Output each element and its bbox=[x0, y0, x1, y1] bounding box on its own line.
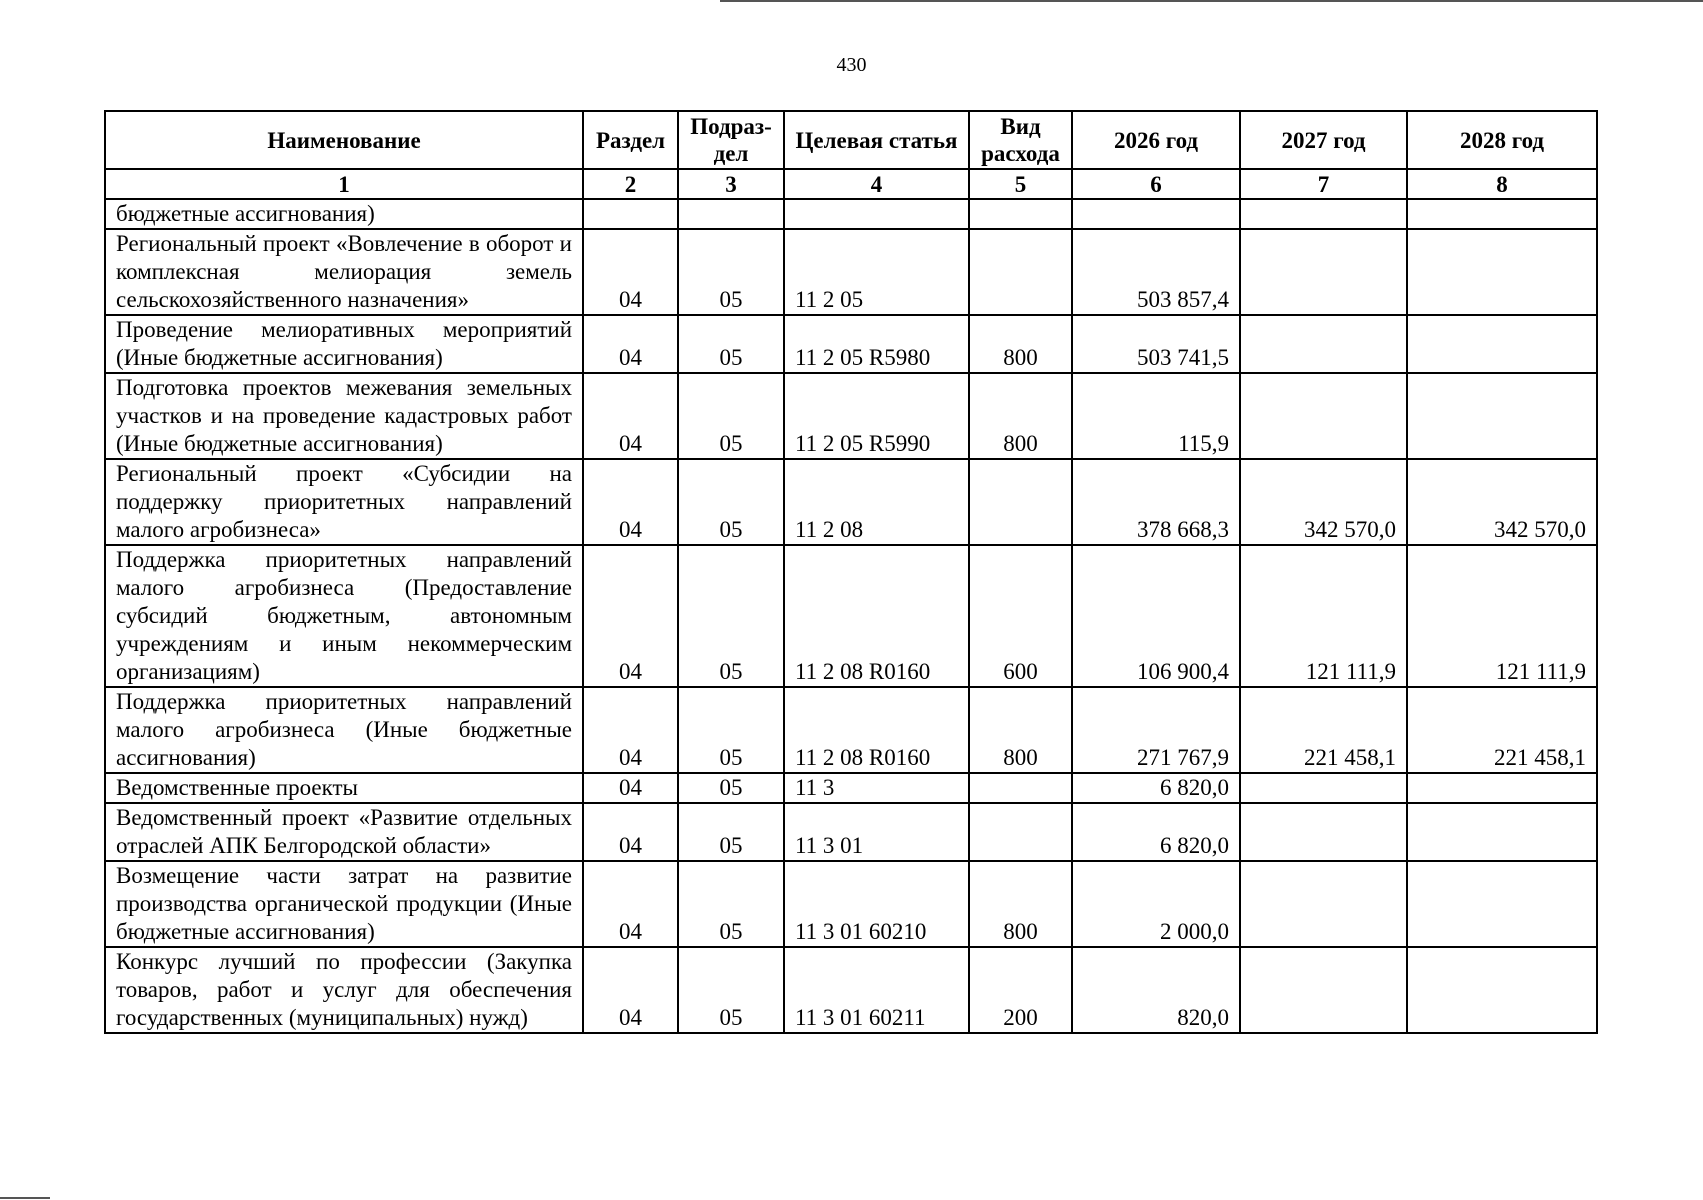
table-row bbox=[105, 861, 1597, 947]
cell-2027: 221 458,1 bbox=[1240, 687, 1407, 773]
cell-statya: 11 3 01 60211 bbox=[784, 947, 969, 1033]
table-row bbox=[105, 229, 1597, 315]
cell-vid bbox=[969, 199, 1072, 229]
cell-statya: 11 2 08 bbox=[784, 459, 969, 545]
cell-podrazdel: 05 bbox=[678, 229, 784, 315]
cell-statya: 11 2 05 bbox=[784, 229, 969, 315]
cell-razdel: 04 bbox=[583, 373, 678, 459]
cell-2028: 221 458,1 bbox=[1407, 687, 1597, 773]
cell-razdel: 04 bbox=[583, 773, 678, 803]
cell-2026: 6 820,0 bbox=[1072, 803, 1240, 861]
column-header-2026: 2026 год bbox=[1072, 111, 1240, 169]
cell-razdel: 04 bbox=[583, 947, 678, 1033]
column-number: 1 bbox=[105, 169, 583, 199]
cell-name: Подготовка проектов межевания земельных участков и на проведение кадастровых работ (Иные бюджетные ассигнования) bbox=[105, 373, 583, 459]
cell-vid bbox=[969, 459, 1072, 545]
cell-2027 bbox=[1240, 315, 1407, 373]
cell-name: Региональный проект «Вовлечение в оборот и комплексная мелиорация земель сельскохозяйственного назначения» bbox=[105, 229, 583, 315]
cell-2026: 271 767,9 bbox=[1072, 687, 1240, 773]
cell-podrazdel: 05 bbox=[678, 545, 784, 687]
cell-podrazdel bbox=[678, 199, 784, 229]
cell-2027 bbox=[1240, 229, 1407, 315]
cell-podrazdel: 05 bbox=[678, 947, 784, 1033]
cell-statya bbox=[784, 199, 969, 229]
cell-razdel: 04 bbox=[583, 315, 678, 373]
cell-name: Поддержка приоритетных направлений малого агробизнеса (Предоставление субсидий бюджетным, автономным учреждениям и иным некоммерческим организациям) bbox=[105, 545, 583, 687]
cell-vid: 200 bbox=[969, 947, 1072, 1033]
cell-2027: 342 570,0 bbox=[1240, 459, 1407, 545]
cell-vid bbox=[969, 803, 1072, 861]
cell-razdel: 04 bbox=[583, 229, 678, 315]
column-number: 5 bbox=[969, 169, 1072, 199]
cell-2026: 2 000,0 bbox=[1072, 861, 1240, 947]
cell-name: Ведомственные проекты bbox=[105, 773, 583, 803]
cell-name: Региональный проект «Субсидии на поддержку приоритетных направлений малого агробизнеса» bbox=[105, 459, 583, 545]
column-number: 6 bbox=[1072, 169, 1240, 199]
column-number: 8 bbox=[1407, 169, 1597, 199]
table-row bbox=[105, 687, 1597, 773]
cell-2027 bbox=[1240, 947, 1407, 1033]
cell-vid: 800 bbox=[969, 687, 1072, 773]
cell-2027 bbox=[1240, 861, 1407, 947]
cell-name: бюджетные ассигнования) bbox=[105, 199, 583, 229]
cell-name: Поддержка приоритетных направлений малого агробизнеса (Иные бюджетные ассигнования) bbox=[105, 687, 583, 773]
column-number: 3 bbox=[678, 169, 784, 199]
budget-table bbox=[104, 110, 1598, 1034]
cell-2028 bbox=[1407, 199, 1597, 229]
cell-2028 bbox=[1407, 947, 1597, 1033]
cell-2026: 6 820,0 bbox=[1072, 773, 1240, 803]
cell-2026: 378 668,3 bbox=[1072, 459, 1240, 545]
cell-2028 bbox=[1407, 803, 1597, 861]
page-number: 430 bbox=[836, 54, 867, 76]
cell-2026 bbox=[1072, 199, 1240, 229]
cell-razdel: 04 bbox=[583, 687, 678, 773]
cell-vid bbox=[969, 229, 1072, 315]
cell-podrazdel: 05 bbox=[678, 315, 784, 373]
cell-razdel: 04 bbox=[583, 545, 678, 687]
column-number: 7 bbox=[1240, 169, 1407, 199]
cell-2026: 503 741,5 bbox=[1072, 315, 1240, 373]
cell-vid bbox=[969, 773, 1072, 803]
cell-statya: 11 2 05 R5980 bbox=[784, 315, 969, 373]
cell-name: Проведение мелиоративных мероприятий (Иные бюджетные ассигнования) bbox=[105, 315, 583, 373]
table-row bbox=[105, 773, 1597, 803]
cell-2027 bbox=[1240, 773, 1407, 803]
scan-edge-line bbox=[720, 0, 1703, 2]
table-row bbox=[105, 373, 1597, 459]
cell-podrazdel: 05 bbox=[678, 373, 784, 459]
table-row bbox=[105, 803, 1597, 861]
table-row bbox=[105, 459, 1597, 545]
cell-2028: 342 570,0 bbox=[1407, 459, 1597, 545]
cell-name: Возмещение части затрат на развитие производства органической продукции (Иные бюджетные ассигнования) bbox=[105, 861, 583, 947]
cell-podrazdel: 05 bbox=[678, 773, 784, 803]
column-number: 4 bbox=[784, 169, 969, 199]
cell-2027 bbox=[1240, 199, 1407, 229]
cell-2028 bbox=[1407, 773, 1597, 803]
cell-2026: 820,0 bbox=[1072, 947, 1240, 1033]
cell-statya: 11 3 01 60210 bbox=[784, 861, 969, 947]
cell-2027 bbox=[1240, 803, 1407, 861]
column-header-2027: 2027 год bbox=[1240, 111, 1407, 169]
cell-2027: 121 111,9 bbox=[1240, 545, 1407, 687]
header-row bbox=[105, 111, 1597, 169]
table-row bbox=[105, 315, 1597, 373]
cell-2028 bbox=[1407, 373, 1597, 459]
cell-razdel bbox=[583, 199, 678, 229]
column-header-2028: 2028 год bbox=[1407, 111, 1597, 169]
cell-razdel: 04 bbox=[583, 803, 678, 861]
column-header-vid: Вид расхода bbox=[969, 111, 1072, 169]
cell-2028 bbox=[1407, 315, 1597, 373]
cell-2027 bbox=[1240, 373, 1407, 459]
cell-2028 bbox=[1407, 229, 1597, 315]
cell-name: Конкурс лучший по профессии (Закупка товаров, работ и услуг для обеспечения государственных (муниципальных) нужд) bbox=[105, 947, 583, 1033]
column-header-razdel: Раздел bbox=[583, 111, 678, 169]
cell-statya: 11 2 05 R5990 bbox=[784, 373, 969, 459]
cell-statya: 11 2 08 R0160 bbox=[784, 545, 969, 687]
cell-2026: 115,9 bbox=[1072, 373, 1240, 459]
cell-podrazdel: 05 bbox=[678, 861, 784, 947]
cell-razdel: 04 bbox=[583, 861, 678, 947]
column-number: 2 bbox=[583, 169, 678, 199]
cell-2026: 106 900,4 bbox=[1072, 545, 1240, 687]
cell-2026: 503 857,4 bbox=[1072, 229, 1240, 315]
cell-vid: 600 bbox=[969, 545, 1072, 687]
cell-podrazdel: 05 bbox=[678, 459, 784, 545]
table-row bbox=[105, 199, 1597, 229]
cell-2028 bbox=[1407, 861, 1597, 947]
cell-vid: 800 bbox=[969, 861, 1072, 947]
cell-razdel: 04 bbox=[583, 459, 678, 545]
column-header-name: Наименование bbox=[105, 111, 583, 169]
cell-statya: 11 2 08 R0160 bbox=[784, 687, 969, 773]
cell-2028: 121 111,9 bbox=[1407, 545, 1597, 687]
column-header-statya: Целевая статья bbox=[784, 111, 969, 169]
table-row bbox=[105, 545, 1597, 687]
cell-vid: 800 bbox=[969, 373, 1072, 459]
column-header-podrazdel: Подраз-дел bbox=[678, 111, 784, 169]
cell-name: Ведомственный проект «Развитие отдельных отраслей АПК Белгородской области» bbox=[105, 803, 583, 861]
column-number-row bbox=[105, 169, 1597, 199]
cell-podrazdel: 05 bbox=[678, 803, 784, 861]
cell-statya: 11 3 01 bbox=[784, 803, 969, 861]
cell-statya: 11 3 bbox=[784, 773, 969, 803]
cell-podrazdel: 05 bbox=[678, 687, 784, 773]
cell-vid: 800 bbox=[969, 315, 1072, 373]
scan-edge-line bbox=[0, 1197, 50, 1199]
table-row bbox=[105, 947, 1597, 1033]
